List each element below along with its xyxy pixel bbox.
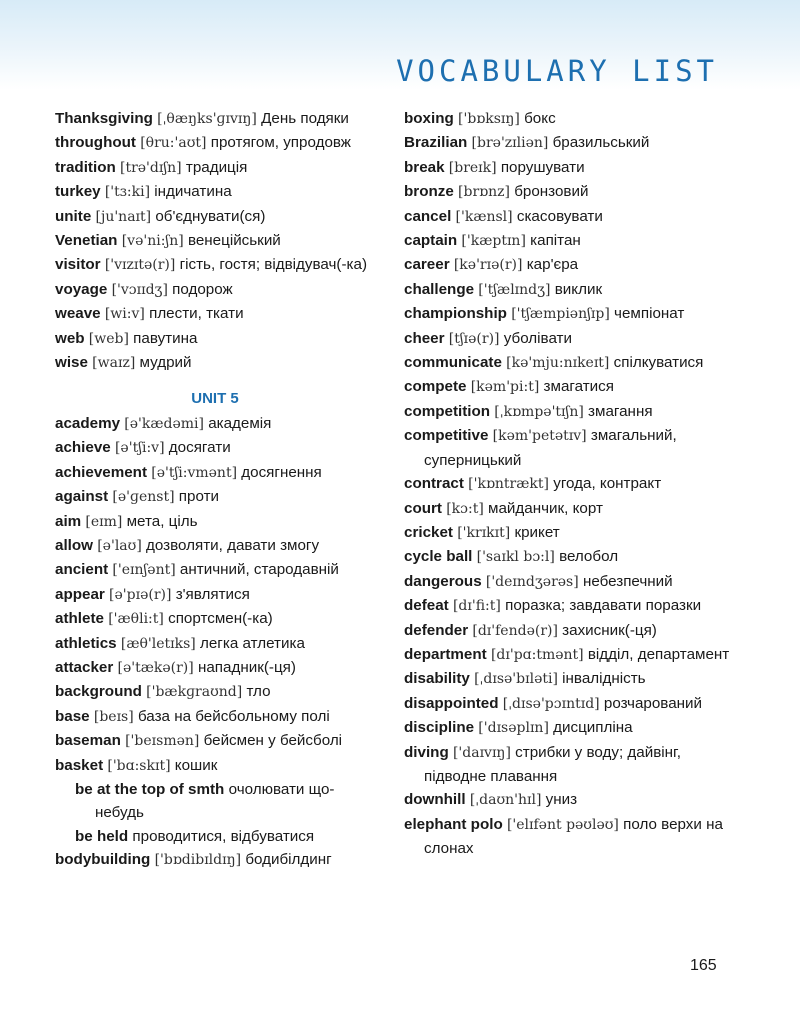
transcription: ['vɪzɪtə(r)] (104, 257, 176, 274)
right-column (404, 107, 734, 861)
transcription: ['bækɡraʊnd] (146, 684, 243, 701)
vocab-entry (55, 632, 375, 656)
translation: академія (208, 414, 272, 432)
transcription: [web] (88, 330, 129, 347)
translation: бодибілдинг (245, 851, 332, 869)
vocab-entry (404, 619, 734, 643)
transcription: [breɪk] (448, 159, 497, 176)
translation: павутина (133, 329, 198, 347)
transcription: [ə'tækə(r)] (117, 659, 194, 676)
translation: поло верхи на слонах (424, 815, 723, 858)
transcription: ['kænsl] (455, 208, 513, 225)
translation: мудрий (139, 354, 192, 372)
translation: велобол (559, 548, 619, 566)
translation: бразильський (552, 134, 650, 152)
transcription: ['kɒntrækt] (468, 476, 549, 493)
transcription: ['krɪkɪt] (457, 524, 511, 541)
translation: чемпіонат (614, 305, 685, 323)
headword: challenge (404, 280, 475, 298)
translation: відділ, департамент (587, 645, 730, 663)
vocab-entry (404, 131, 734, 155)
transcription: [ju'naɪt] (95, 208, 152, 225)
headword: visitor (55, 256, 101, 274)
transcription: [eɪm] (85, 513, 123, 530)
transcription: [ˌdɪsə'bɪləti] (474, 671, 558, 688)
vocab-sub-entry (55, 825, 375, 848)
vocab-entry (55, 558, 375, 582)
headword: attacker (55, 658, 114, 676)
transcription: [kəm'petətɪv] (492, 428, 587, 445)
headword: academy (55, 414, 121, 432)
vocab-entry (404, 375, 734, 399)
headword: competitive (404, 427, 489, 445)
transcription: ['daɪvɪŋ] (452, 744, 511, 761)
headword: elephant polo (404, 815, 503, 833)
transcription: ['eɪnʃənt] (112, 562, 176, 579)
headword: throughout (55, 134, 136, 152)
vocab-entry (55, 229, 375, 253)
headword: boxing (404, 110, 454, 127)
transcription: [ˌdɪsə'pɔɪntɪd] (502, 695, 600, 712)
translation: легка атлетика (200, 634, 305, 652)
vocab-entry (404, 570, 734, 594)
transcription: ['æθli:t] (108, 611, 164, 628)
translation: скасовувати (516, 207, 603, 225)
headword: diving (404, 743, 449, 761)
headword: achieve (55, 439, 111, 457)
vocab-entry (404, 229, 734, 253)
vocab-entry (55, 680, 375, 704)
transcription: [dɪ'fi:t] (452, 598, 501, 615)
headword: bodybuilding (55, 851, 151, 869)
transcription: [dɪ'fendə(r)] (472, 622, 558, 639)
vocab-entry (404, 692, 734, 716)
translation: поразка; завдавати поразки (505, 597, 702, 615)
headword: cricket (404, 523, 453, 541)
headword: allow (55, 536, 93, 554)
headword: web (55, 329, 85, 347)
headword: court (404, 499, 442, 517)
transcription: [kəm'pi:t] (470, 379, 540, 396)
translation: змагальний, суперницький (424, 427, 677, 469)
translation: індичатина (154, 183, 232, 201)
headword: appear (55, 585, 105, 603)
translation: крикет (514, 523, 560, 541)
headword: voyage (55, 280, 108, 298)
headword: career (404, 256, 450, 274)
vocab-entry (55, 754, 375, 778)
vocab-entry (55, 302, 375, 326)
transcription: [kɔ:t] (446, 500, 484, 517)
transcription: [trə'dɪʃn] (119, 159, 182, 176)
transcription: ['bɑ:skɪt] (107, 757, 171, 774)
headword: against (55, 488, 109, 506)
headword: defeat (404, 597, 449, 615)
translation: кошик (174, 756, 218, 774)
vocab-entry (55, 412, 375, 436)
vocab-entry (404, 107, 734, 131)
headword: weave (55, 305, 101, 323)
translation: плести, ткати (149, 305, 244, 323)
headword: discipline (404, 719, 475, 737)
vocab-entry (55, 180, 375, 204)
headword: cheer (404, 329, 445, 347)
headword: communicate (404, 354, 502, 372)
transcription: [waɪz] (92, 355, 136, 372)
translation: бронзовий (514, 183, 589, 201)
vocab-entry (404, 813, 734, 861)
translation: змагання (588, 402, 653, 420)
vocab-entry (404, 667, 734, 691)
vocab-entry (404, 351, 734, 375)
translation: гість, гостя; відвідувач(-ка) (179, 256, 367, 274)
transcription: ['tɜ:ki] (104, 184, 151, 201)
headword: turkey (55, 183, 101, 201)
vocab-entry (404, 156, 734, 180)
vocab-sub-entry (55, 778, 375, 825)
translation: униз (545, 791, 578, 809)
headword: basket (55, 756, 104, 774)
translation: досягнення (241, 463, 322, 481)
headword: competition (404, 402, 491, 420)
translation: День подяки (261, 110, 349, 127)
headword: athlete (55, 610, 104, 628)
vocab-entry (55, 848, 375, 872)
vocab-list-right (404, 107, 734, 861)
transcription: [tʃɪə(r)] (448, 330, 500, 347)
transcription: ['elɪfənt pəʊləʊ] (506, 816, 619, 833)
vocab-entry (55, 351, 375, 375)
transcription: ['beɪsmən] (125, 733, 200, 750)
translation: уболівати (503, 329, 572, 347)
transcription: ['tʃælɪndʒ] (478, 281, 551, 298)
translation: розчарований (603, 694, 703, 712)
headword: break (404, 158, 445, 176)
headword: Brazilian (404, 134, 468, 152)
headword: tradition (55, 158, 116, 176)
vocab-entry (404, 327, 734, 351)
vocab-entry (55, 327, 375, 351)
transcription: [ə'ɡenst] (112, 489, 175, 506)
headword: cancel (404, 207, 452, 225)
transcription: ['bɒksɪŋ] (458, 111, 520, 127)
translation: база на бейсбольному полі (137, 707, 330, 725)
translation: спілкуватися (613, 354, 704, 372)
transcription: ['vɔɪɪdʒ] (111, 281, 168, 298)
transcription: ['saɪkl bɔ:l] (476, 549, 555, 566)
vocab-entry (55, 534, 375, 558)
translation: бейсмен у бейсболі (203, 732, 343, 750)
transcription: [dɪ'pɑ:tmənt] (490, 646, 584, 663)
translation: змагатися (543, 378, 614, 396)
translation: захисник(-ця) (562, 621, 657, 639)
translation: венеційський (187, 232, 281, 250)
vocab-entry (404, 545, 734, 569)
vocab-entry (404, 424, 734, 472)
vocab-entry (55, 436, 375, 460)
headword: department (404, 645, 487, 663)
vocab-entry (404, 180, 734, 204)
translation: проводитися, відбуватися (132, 827, 315, 845)
vocab-entry (404, 400, 734, 424)
headword: base (55, 707, 90, 725)
translation: майданчик, корт (488, 499, 603, 517)
translation: капітан (530, 232, 581, 250)
translation: інвалідність (562, 670, 646, 688)
vocab-entry (55, 205, 375, 229)
translation: тло (246, 683, 271, 701)
transcription: [æθ'letɪks] (120, 635, 196, 652)
vocab-entry (404, 594, 734, 618)
headword: wise (55, 354, 88, 372)
left-column (55, 107, 375, 873)
translation: небезпечний (582, 572, 673, 590)
headword: ancient (55, 561, 109, 579)
headword: championship (404, 305, 507, 323)
translation: стрибки у воду; дайвінг, підводне плавання (424, 743, 681, 785)
translation: дисципліна (553, 719, 633, 737)
transcription: ['dɪsəplɪn] (478, 720, 549, 737)
headword: contract (404, 475, 464, 493)
translation: досягати (168, 439, 231, 457)
transcription: [ə'laʊ] (97, 537, 142, 554)
page-number: 165 (690, 957, 717, 974)
headword: dangerous (404, 572, 482, 590)
headword: be held (75, 827, 129, 845)
vocab-list-unit-5 (55, 412, 375, 873)
headword: baseman (55, 732, 121, 750)
headword: aim (55, 512, 82, 530)
headword: athletics (55, 634, 117, 652)
transcription: [kə'mju:nɪkeɪt] (506, 355, 610, 372)
headword: downhill (404, 791, 466, 809)
transcription: [ə'tʃi:v] (114, 440, 165, 457)
translation: очолювати що-небудь (95, 780, 335, 822)
vocab-entry (404, 302, 734, 326)
headword: Thanksgiving (55, 110, 153, 127)
translation: протягом, упродовж (210, 134, 351, 152)
translation: порушувати (500, 158, 585, 176)
transcription: ['deɪndʒərəs] (485, 573, 579, 590)
vocab-entry (55, 510, 375, 534)
vocab-entry (55, 705, 375, 729)
transcription: [kə'rɪə(r)] (453, 257, 523, 274)
headword: compete (404, 378, 467, 396)
headword: captain (404, 232, 458, 250)
translation: з'являтися (175, 585, 250, 603)
vocab-entry (404, 278, 734, 302)
translation: бокс (524, 110, 556, 127)
translation: мета, ціль (126, 512, 198, 530)
headword: unite (55, 207, 92, 225)
headword: bronze (404, 183, 454, 201)
vocab-entry (55, 253, 375, 277)
vocab-entry (404, 253, 734, 277)
translation: кар'єра (526, 256, 579, 274)
headword: disappointed (404, 694, 499, 712)
transcription: [ə'kædəmi] (124, 415, 204, 432)
headword: Venetian (55, 232, 118, 250)
translation: подорож (172, 280, 233, 298)
transcription: [brɒnz] (458, 184, 510, 201)
vocab-entry (404, 716, 734, 740)
vocab-entry (404, 788, 734, 812)
headword: be at the top of smth (75, 780, 225, 798)
transcription: [beɪs] (93, 708, 134, 725)
translation: проти (178, 488, 220, 506)
vocab-entry (55, 607, 375, 631)
vocab-entry (404, 643, 734, 667)
vocab-entry (55, 278, 375, 302)
page-title: VOCABULARY LIST (396, 54, 718, 88)
translation: спортсмен(-ка) (168, 610, 273, 628)
vocab-entry (404, 497, 734, 521)
translation: нападник(-ця) (197, 658, 296, 676)
transcription: [brə'zɪliən] (471, 135, 549, 152)
vocab-entry (55, 485, 375, 509)
transcription: ['bɒdibɪldɪŋ] (154, 852, 242, 869)
headword: background (55, 683, 142, 701)
vocab-entry (404, 521, 734, 545)
vocab-list-continued (55, 107, 375, 375)
translation: виклик (554, 280, 603, 298)
translation: угода, контракт (553, 475, 662, 493)
transcription: [ə'pɪə(r)] (109, 586, 172, 603)
vocab-entry (55, 156, 375, 180)
transcription: [wi:v] (104, 306, 145, 323)
unit-heading: UNIT 5 (191, 390, 239, 408)
transcription: [və'ni:ʃn] (121, 233, 184, 250)
transcription: [ˌdaʊn'hɪl] (469, 792, 542, 809)
vocab-entry (55, 583, 375, 607)
headword: disability (404, 670, 470, 688)
headword: defender (404, 621, 469, 639)
transcription: ['tʃæmpiənʃɪp] (511, 306, 610, 323)
vocab-entry (55, 729, 375, 753)
headword: cycle ball (404, 548, 473, 566)
transcription: ['kæptɪn] (461, 233, 526, 250)
transcription: [ˌθæŋks'ɡɪvɪŋ] (157, 111, 257, 127)
transcription: [ə'tʃi:vmənt] (151, 464, 238, 481)
vocab-entry (55, 107, 375, 131)
vocab-entry (404, 472, 734, 496)
transcription: [ˌkɒmpə'tɪʃn] (494, 403, 584, 420)
translation: дозволяти, давати змогу (146, 536, 320, 554)
translation: традиція (185, 158, 248, 176)
vocab-entry (55, 656, 375, 680)
vocab-entry (404, 741, 734, 789)
transcription: [θru:'aʊt] (140, 135, 207, 152)
translation: об'єднувати(ся) (155, 207, 266, 225)
translation: античний, стародавній (179, 561, 339, 579)
headword: achievement (55, 463, 148, 481)
vocab-entry (55, 131, 375, 155)
vocab-entry (404, 205, 734, 229)
vocab-entry (55, 461, 375, 485)
